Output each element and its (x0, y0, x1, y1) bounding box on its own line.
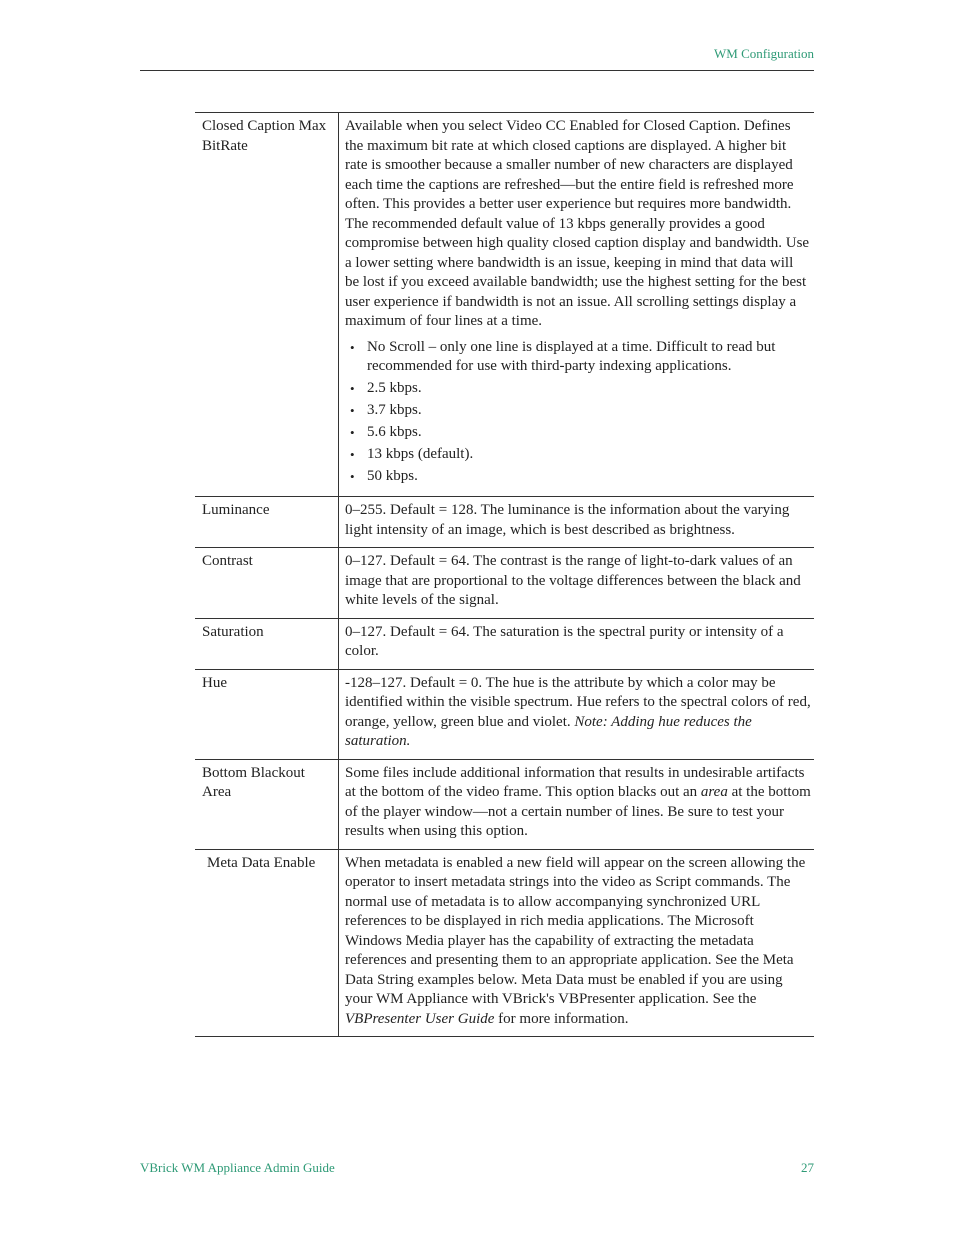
list-item: • 5.6 kbps. (345, 423, 811, 443)
page-number: 27 (801, 1160, 814, 1175)
list-item: • 50 kbps. (345, 467, 811, 487)
param-description: 0–127. Default = 64. The saturation is the spectral purity or intensity of a color. (339, 618, 815, 669)
param-description-text: -128–127. Default = 0. The hue is the attribute by which a color may be identified within the visible spectrum. Hue refers to the spectral colors of red, orange, yellow, green blue and violet. (345, 674, 811, 730)
table-row (195, 497, 814, 548)
param-description-text: Some files include additional information that results in undesirable artifacts at the bottom of the video frame. This option blacks out an (345, 764, 805, 800)
param-description: 0–127. Default = 64. The contrast is the range of light-to-dark values of an image that are proportional to the voltage differences between the black and white levels of the signal. (339, 548, 815, 619)
param-name: Hue (195, 669, 339, 759)
table-row (195, 548, 814, 619)
table-row (195, 113, 814, 497)
list-item: • 3.7 kbps. (345, 401, 811, 421)
list-item: • 13 kbps (default). (345, 445, 811, 465)
param-emphasis: VBPresenter User Guide (345, 1010, 495, 1027)
param-description (339, 759, 815, 849)
table-row (195, 849, 814, 1037)
param-description (339, 849, 815, 1037)
param-description-text: Available when you select Video CC Enabled for Closed Caption. Defines the maximum bit rate at which closed captions are displayed. A higher bit rate is smoother because a smaller number of new characters are displayed each time the captions are refreshed—but the entire field is refreshed more often. This provides a better user experience but requires more bandwidth. The recommended default value of 13 kbps generally provides a good compromise between high quality closed caption display and bandwidth. Use a lower setting where bandwidth is an issue, keeping in mind that data will be lost if you exceed available bandwidth; use the highest setting for the best user experience if bandwidth is not an issue. All scrolling settings display a maximum of four lines at a time. (345, 118, 810, 329)
param-description-text: When metadata is enabled a new field will appear on the screen allowing the operator to insert metadata strings into the video as Script commands. The normal use of metadata is to allow accompanying synchronized URL references to be displayed in rich media applications. The Microsoft Windows Media player has the capability of extracting the metadata references and presenting them to an appropriate application. See the Meta Data String examples below. Meta Data must be enabled if you are using your WM Appliance with VBrick's VBPresenter application. See the (345, 854, 806, 1007)
param-name: Meta Data Enable (195, 849, 339, 1037)
table-row (195, 669, 814, 759)
param-name: Saturation (195, 618, 339, 669)
footer-title: VBrick WM Appliance Admin Guide (140, 1160, 335, 1175)
param-description (339, 113, 815, 497)
bitrate-options-list (345, 338, 811, 487)
running-header: WM Configuration (713, 46, 814, 61)
param-description-text: for more information. (498, 1010, 629, 1027)
table-row (195, 618, 814, 669)
parameter-table (195, 112, 814, 1037)
param-description (339, 669, 815, 759)
list-item: • No Scroll – only one line is displayed at a time. Difficult to read but recommended for use with third-party indexing applications. (345, 338, 811, 377)
param-description-text: at the bottom of the player window—not a certain number of lines. Be sure to test your results when using this option. (345, 784, 811, 839)
table-row (195, 759, 814, 849)
param-note: Note: Adding hue reduces the saturation. (345, 713, 752, 749)
param-emphasis: area (700, 784, 728, 800)
list-item: • 2.5 kbps. (345, 379, 811, 399)
param-name: Bottom Blackout Area (195, 759, 339, 849)
param-name: Luminance (195, 497, 339, 548)
param-description: 0–255. Default = 128. The luminance is the information about the varying light intensity of an image, which is best described as brightness. (339, 497, 815, 548)
header-rule (140, 70, 814, 71)
param-name: Contrast (195, 548, 339, 619)
param-name: Closed Caption Max BitRate (195, 113, 339, 497)
